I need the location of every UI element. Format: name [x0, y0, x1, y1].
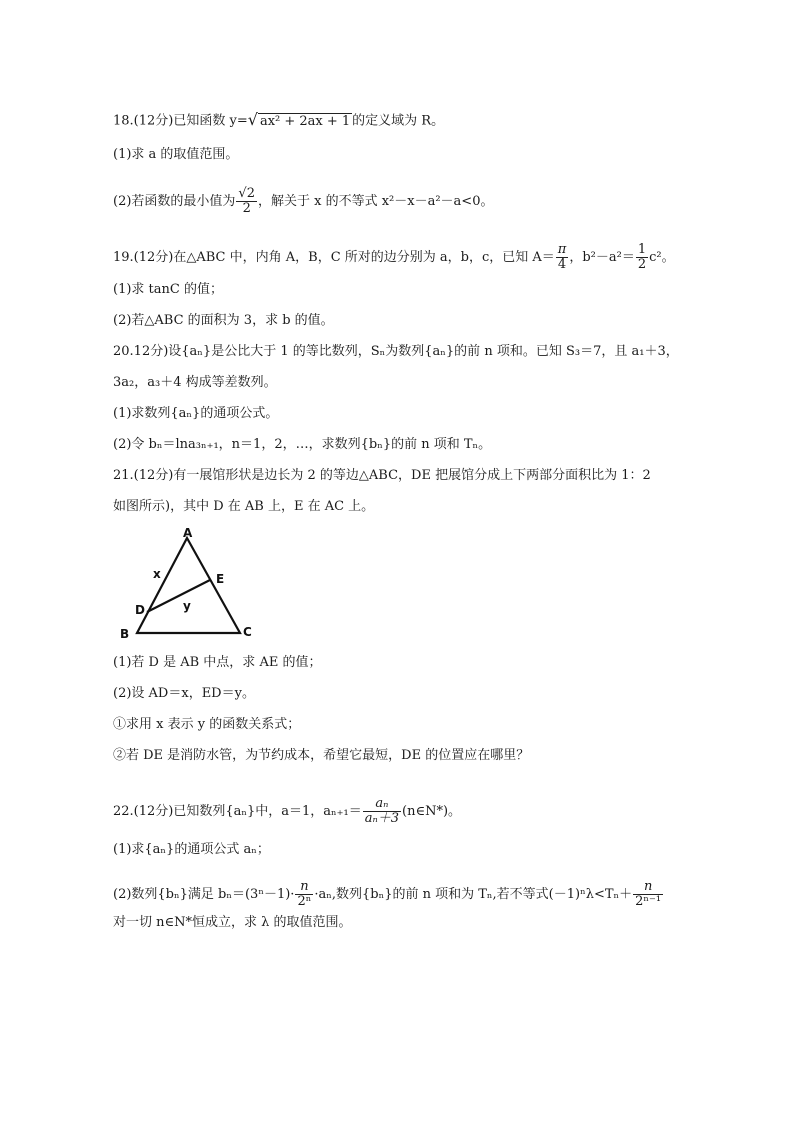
label-x: x	[153, 567, 161, 581]
q20-part1: (1)求数列{aₙ}的通项公式。	[113, 406, 279, 421]
label-d: D	[135, 603, 145, 617]
q22-header: 22.(12分)已知数列{aₙ}中，a＝1，aₙ₊₁＝ $\frac{\text{aₙ}}{\text{aₙ＋3}}$ (n∈N*)。	[113, 796, 462, 826]
sqrt-content: ax² + 2ax + 1	[259, 114, 351, 129]
q18-part2	[113, 187, 493, 216]
q18-head-text: 18.(12分)已知函数 y=	[113, 113, 248, 129]
label-c: C	[243, 625, 252, 639]
q18-part1: (1)求 a 的取值范围。	[113, 147, 239, 162]
q20-header-line1: 20.12分)设{aₙ}是公比大于 1 的等比数列，Sₙ为数列{aₙ}的前 n 项和。已知 S₃＝7，且 a₁＋3，	[113, 344, 679, 359]
q21-header-line2: 如图所示)，其中 D 在 AB 上，E 在 AC 上。	[113, 499, 375, 514]
label-a: A	[183, 528, 193, 540]
q18-head-tail: 的定义域为 R。	[352, 113, 445, 129]
q21-header-line1: 21.(12分)有一展馆形状是边长为 2 的等边△ABC，DE 把展馆分成上下两部分面积比为 1：2	[113, 468, 651, 483]
q19-part1: (1)求 tanC 的值；	[113, 282, 223, 297]
sqrt-expression: √ ax² + 2ax + 1	[247, 110, 351, 129]
fraction: $\frac{n}{\text{2ⁿ⁻¹}}$	[635, 879, 662, 909]
q22-part1: (1)求{aₙ}的通项公式 aₙ；	[113, 842, 270, 857]
fraction: $\frac{√2}{2}$	[238, 186, 255, 216]
q20-part2: (2)令 bₙ＝lna₃ₙ₊₁，n＝1，2，…，求数列{bₙ}的前 n 项和 Tₙ。	[113, 437, 492, 452]
q21-sub1: ①求用 x 表示 y 的函数关系式；	[113, 717, 301, 732]
q22-part3: 对一切 n∈N*恒成立，求 λ 的取值范围。	[113, 915, 352, 930]
q19-part2: (2)若△ABC 的面积为 3，求 b 的值。	[113, 313, 334, 328]
q18-header	[113, 112, 444, 130]
triangle-figure	[115, 528, 265, 643]
label-b: B	[120, 627, 130, 641]
q20-header-line2: 3a₂，a₃＋4 构成等差数列。	[113, 375, 277, 390]
triangle-abc	[137, 538, 240, 633]
fraction: $\frac{\pi}{4}$	[557, 242, 567, 272]
q18-p2-tail: ，解关于 x 的不等式 x²－x－a²－a<0。	[257, 194, 494, 209]
fraction: $\frac{1}{2}$	[637, 242, 647, 272]
fraction: $\frac{\text{aₙ}}{\text{aₙ＋3}}$	[364, 796, 400, 826]
label-y: y	[183, 599, 191, 613]
q19-header: 19.(12分)在△ABC 中，内角 A，B，C 所对的边分别为 a，b，c，已知 A＝ $\frac{\pi}{4}$ ，b²－a²＝ $\frac{1}{2}$ c²。	[113, 242, 675, 272]
label-e: E	[216, 572, 225, 586]
q21-part2: (2)设 AD＝x，ED＝y。	[113, 686, 255, 701]
q21-part1: (1)若 D 是 AB 中点，求 AE 的值；	[113, 655, 322, 670]
q21-sub2: ②若 DE 是消防水管，为节约成本，希望它最短，DE 的位置应在哪里？	[113, 748, 530, 763]
q22-part2: (2)数列{bₙ}满足 bₙ＝(3ⁿ－1)· $\frac{n}{\text{2ⁿ}}$ ·aₙ,数列{bₙ}的前 n 项和为 Tₙ,若不等式(－1)ⁿλ<Tₙ＋ $\frac{n}{\text{2ⁿ⁻¹}}$	[113, 879, 662, 909]
q18-p2-text: (2)若函数的最小值为	[113, 194, 236, 209]
fraction: $\frac{n}{\text{2ⁿ}}$	[297, 879, 312, 909]
